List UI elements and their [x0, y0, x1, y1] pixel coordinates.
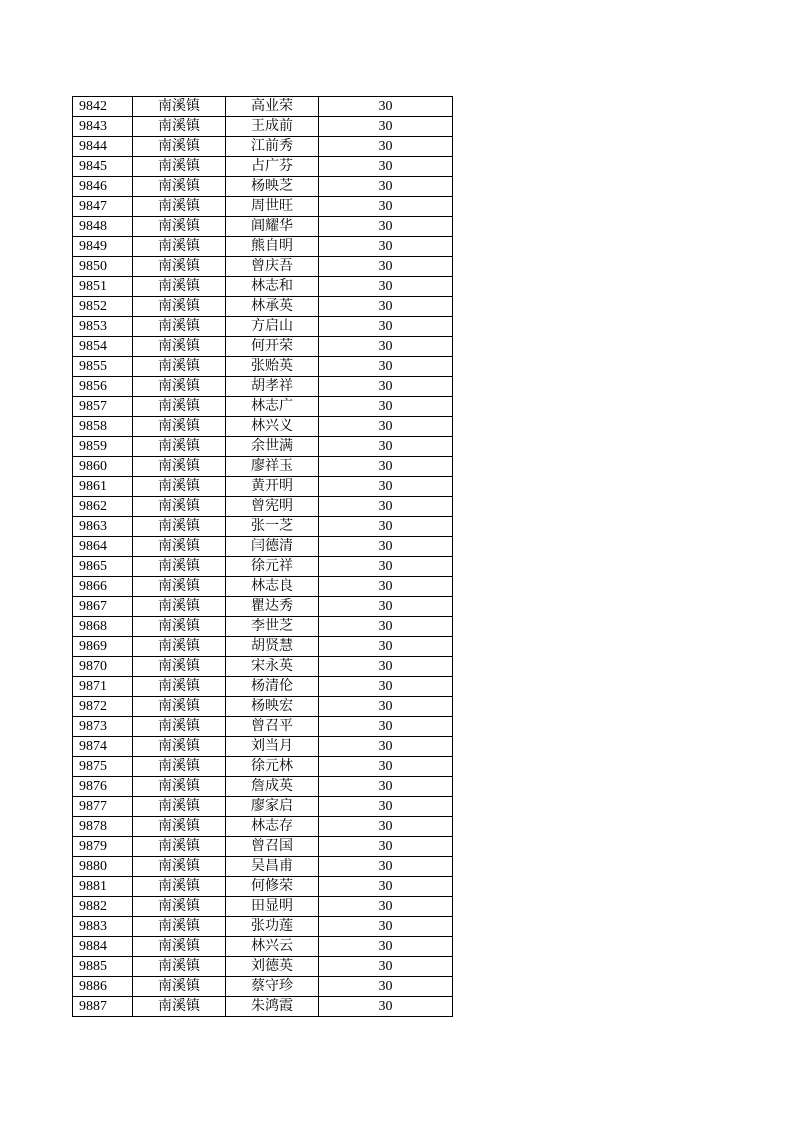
town-cell: 南溪镇 — [133, 137, 226, 157]
amount-cell: 30 — [319, 517, 453, 537]
table-row — [73, 97, 453, 117]
table-row — [73, 417, 453, 437]
table-row — [73, 817, 453, 837]
town-cell: 南溪镇 — [133, 657, 226, 677]
amount-cell: 30 — [319, 297, 453, 317]
table-row — [73, 697, 453, 717]
table-row — [73, 317, 453, 337]
table-row — [73, 117, 453, 137]
person-name-cell: 刘当月 — [226, 737, 319, 757]
table-row — [73, 517, 453, 537]
table-row — [73, 737, 453, 757]
record-number-cell: 9882 — [73, 897, 133, 917]
person-name-cell: 徐元祥 — [226, 557, 319, 577]
town-cell: 南溪镇 — [133, 937, 226, 957]
amount-cell: 30 — [319, 677, 453, 697]
record-number-cell: 9846 — [73, 177, 133, 197]
person-name-cell: 林兴义 — [226, 417, 319, 437]
amount-cell: 30 — [319, 757, 453, 777]
record-number-cell: 9861 — [73, 477, 133, 497]
record-number-cell: 9847 — [73, 197, 133, 217]
town-cell: 南溪镇 — [133, 677, 226, 697]
person-name-cell: 周世旺 — [226, 197, 319, 217]
person-name-cell: 何开荣 — [226, 337, 319, 357]
person-name-cell: 曾召平 — [226, 717, 319, 737]
table-row — [73, 537, 453, 557]
amount-cell: 30 — [319, 917, 453, 937]
records-table — [72, 96, 453, 1017]
person-name-cell: 徐元林 — [226, 757, 319, 777]
table-row — [73, 937, 453, 957]
town-cell: 南溪镇 — [133, 517, 226, 537]
town-cell: 南溪镇 — [133, 217, 226, 237]
table-row — [73, 777, 453, 797]
table-row — [73, 477, 453, 497]
person-name-cell: 林承英 — [226, 297, 319, 317]
town-cell: 南溪镇 — [133, 377, 226, 397]
table-row — [73, 357, 453, 377]
table-row — [73, 797, 453, 817]
person-name-cell: 林志良 — [226, 577, 319, 597]
amount-cell: 30 — [319, 217, 453, 237]
table-row — [73, 577, 453, 597]
town-cell: 南溪镇 — [133, 837, 226, 857]
amount-cell: 30 — [319, 777, 453, 797]
person-name-cell: 廖祥玉 — [226, 457, 319, 477]
person-name-cell: 黄开明 — [226, 477, 319, 497]
town-cell: 南溪镇 — [133, 397, 226, 417]
record-number-cell: 9869 — [73, 637, 133, 657]
person-name-cell: 胡孝祥 — [226, 377, 319, 397]
record-number-cell: 9871 — [73, 677, 133, 697]
record-number-cell: 9887 — [73, 997, 133, 1017]
amount-cell: 30 — [319, 797, 453, 817]
table-row — [73, 877, 453, 897]
table-row — [73, 377, 453, 397]
town-cell: 南溪镇 — [133, 117, 226, 137]
table-row — [73, 597, 453, 617]
record-number-cell: 9884 — [73, 937, 133, 957]
record-number-cell: 9843 — [73, 117, 133, 137]
table-row — [73, 957, 453, 977]
record-number-cell: 9873 — [73, 717, 133, 737]
amount-cell: 30 — [319, 557, 453, 577]
person-name-cell: 张一芝 — [226, 517, 319, 537]
town-cell: 南溪镇 — [133, 557, 226, 577]
town-cell: 南溪镇 — [133, 797, 226, 817]
amount-cell: 30 — [319, 937, 453, 957]
record-number-cell: 9877 — [73, 797, 133, 817]
amount-cell: 30 — [319, 957, 453, 977]
record-number-cell: 9865 — [73, 557, 133, 577]
table-row — [73, 917, 453, 937]
person-name-cell: 刘德英 — [226, 957, 319, 977]
record-number-cell: 9878 — [73, 817, 133, 837]
record-number-cell: 9860 — [73, 457, 133, 477]
table-row — [73, 297, 453, 317]
person-name-cell: 高业荣 — [226, 97, 319, 117]
town-cell: 南溪镇 — [133, 757, 226, 777]
town-cell: 南溪镇 — [133, 257, 226, 277]
amount-cell: 30 — [319, 397, 453, 417]
amount-cell: 30 — [319, 437, 453, 457]
record-number-cell: 9868 — [73, 617, 133, 637]
person-name-cell: 田显明 — [226, 897, 319, 917]
record-number-cell: 9875 — [73, 757, 133, 777]
table-row — [73, 277, 453, 297]
record-number-cell: 9857 — [73, 397, 133, 417]
person-name-cell: 廖家启 — [226, 797, 319, 817]
town-cell: 南溪镇 — [133, 857, 226, 877]
town-cell: 南溪镇 — [133, 637, 226, 657]
record-number-cell: 9863 — [73, 517, 133, 537]
person-name-cell: 胡贤慧 — [226, 637, 319, 657]
amount-cell: 30 — [319, 117, 453, 137]
town-cell: 南溪镇 — [133, 197, 226, 217]
record-number-cell: 9881 — [73, 877, 133, 897]
record-number-cell: 9874 — [73, 737, 133, 757]
person-name-cell: 詹成英 — [226, 777, 319, 797]
table-row — [73, 237, 453, 257]
amount-cell: 30 — [319, 577, 453, 597]
record-number-cell: 9880 — [73, 857, 133, 877]
amount-cell: 30 — [319, 197, 453, 217]
person-name-cell: 林志存 — [226, 817, 319, 837]
person-name-cell: 何修荣 — [226, 877, 319, 897]
amount-cell: 30 — [319, 137, 453, 157]
table-row — [73, 457, 453, 477]
person-name-cell: 方启山 — [226, 317, 319, 337]
table-row — [73, 897, 453, 917]
town-cell: 南溪镇 — [133, 777, 226, 797]
record-number-cell: 9886 — [73, 977, 133, 997]
person-name-cell: 曾宪明 — [226, 497, 319, 517]
amount-cell: 30 — [319, 537, 453, 557]
person-name-cell: 林志和 — [226, 277, 319, 297]
amount-cell: 30 — [319, 357, 453, 377]
person-name-cell: 林志广 — [226, 397, 319, 417]
amount-cell: 30 — [319, 317, 453, 337]
person-name-cell: 闫德清 — [226, 537, 319, 557]
table-row — [73, 857, 453, 877]
person-name-cell: 江前秀 — [226, 137, 319, 157]
table-row — [73, 677, 453, 697]
record-number-cell: 9845 — [73, 157, 133, 177]
person-name-cell: 朱鸿霞 — [226, 997, 319, 1017]
town-cell: 南溪镇 — [133, 357, 226, 377]
table-row — [73, 397, 453, 417]
person-name-cell: 宋永英 — [226, 657, 319, 677]
table-row — [73, 997, 453, 1017]
amount-cell: 30 — [319, 157, 453, 177]
town-cell: 南溪镇 — [133, 157, 226, 177]
town-cell: 南溪镇 — [133, 237, 226, 257]
amount-cell: 30 — [319, 717, 453, 737]
amount-cell: 30 — [319, 837, 453, 857]
record-number-cell: 9853 — [73, 317, 133, 337]
person-name-cell: 熊自明 — [226, 237, 319, 257]
amount-cell: 30 — [319, 877, 453, 897]
person-name-cell: 杨清伦 — [226, 677, 319, 697]
record-number-cell: 9842 — [73, 97, 133, 117]
record-number-cell: 9858 — [73, 417, 133, 437]
amount-cell: 30 — [319, 257, 453, 277]
record-number-cell: 9866 — [73, 577, 133, 597]
person-name-cell: 王成前 — [226, 117, 319, 137]
person-name-cell: 阊耀华 — [226, 217, 319, 237]
table-row — [73, 497, 453, 517]
person-name-cell: 占广芬 — [226, 157, 319, 177]
amount-cell: 30 — [319, 377, 453, 397]
person-name-cell: 余世满 — [226, 437, 319, 457]
record-number-cell: 9849 — [73, 237, 133, 257]
town-cell: 南溪镇 — [133, 337, 226, 357]
record-number-cell: 9852 — [73, 297, 133, 317]
record-number-cell: 9879 — [73, 837, 133, 857]
person-name-cell: 杨映芝 — [226, 177, 319, 197]
person-name-cell: 瞿达秀 — [226, 597, 319, 617]
table-row — [73, 757, 453, 777]
person-name-cell: 李世芝 — [226, 617, 319, 637]
record-number-cell: 9872 — [73, 697, 133, 717]
town-cell: 南溪镇 — [133, 817, 226, 837]
table-row — [73, 557, 453, 577]
town-cell: 南溪镇 — [133, 457, 226, 477]
table-row — [73, 337, 453, 357]
town-cell: 南溪镇 — [133, 537, 226, 557]
town-cell: 南溪镇 — [133, 437, 226, 457]
amount-cell: 30 — [319, 277, 453, 297]
amount-cell: 30 — [319, 497, 453, 517]
record-number-cell: 9870 — [73, 657, 133, 677]
amount-cell: 30 — [319, 97, 453, 117]
town-cell: 南溪镇 — [133, 597, 226, 617]
town-cell: 南溪镇 — [133, 997, 226, 1017]
amount-cell: 30 — [319, 597, 453, 617]
person-name-cell: 林兴云 — [226, 937, 319, 957]
town-cell: 南溪镇 — [133, 497, 226, 517]
person-name-cell: 张贻英 — [226, 357, 319, 377]
table-row — [73, 977, 453, 997]
amount-cell: 30 — [319, 857, 453, 877]
amount-cell: 30 — [319, 897, 453, 917]
record-number-cell: 9862 — [73, 497, 133, 517]
amount-cell: 30 — [319, 977, 453, 997]
town-cell: 南溪镇 — [133, 297, 226, 317]
town-cell: 南溪镇 — [133, 277, 226, 297]
town-cell: 南溪镇 — [133, 417, 226, 437]
table-row — [73, 197, 453, 217]
town-cell: 南溪镇 — [133, 477, 226, 497]
person-name-cell: 杨映宏 — [226, 697, 319, 717]
amount-cell: 30 — [319, 417, 453, 437]
table-row — [73, 617, 453, 637]
town-cell: 南溪镇 — [133, 177, 226, 197]
town-cell: 南溪镇 — [133, 917, 226, 937]
town-cell: 南溪镇 — [133, 697, 226, 717]
table-row — [73, 657, 453, 677]
person-name-cell: 张功莲 — [226, 917, 319, 937]
record-number-cell: 9876 — [73, 777, 133, 797]
table-row — [73, 637, 453, 657]
record-number-cell: 9850 — [73, 257, 133, 277]
amount-cell: 30 — [319, 737, 453, 757]
amount-cell: 30 — [319, 477, 453, 497]
person-name-cell: 吴昌甫 — [226, 857, 319, 877]
amount-cell: 30 — [319, 177, 453, 197]
amount-cell: 30 — [319, 237, 453, 257]
town-cell: 南溪镇 — [133, 957, 226, 977]
amount-cell: 30 — [319, 617, 453, 637]
town-cell: 南溪镇 — [133, 717, 226, 737]
amount-cell: 30 — [319, 997, 453, 1017]
amount-cell: 30 — [319, 337, 453, 357]
table-row — [73, 837, 453, 857]
table-row — [73, 217, 453, 237]
person-name-cell: 曾庆吾 — [226, 257, 319, 277]
amount-cell: 30 — [319, 457, 453, 477]
table-row — [73, 177, 453, 197]
table-row — [73, 157, 453, 177]
amount-cell: 30 — [319, 697, 453, 717]
amount-cell: 30 — [319, 637, 453, 657]
record-number-cell: 9844 — [73, 137, 133, 157]
table-row — [73, 257, 453, 277]
town-cell: 南溪镇 — [133, 977, 226, 997]
town-cell: 南溪镇 — [133, 737, 226, 757]
town-cell: 南溪镇 — [133, 97, 226, 117]
table-row — [73, 437, 453, 457]
record-number-cell: 9854 — [73, 337, 133, 357]
record-number-cell: 9851 — [73, 277, 133, 297]
amount-cell: 30 — [319, 657, 453, 677]
town-cell: 南溪镇 — [133, 897, 226, 917]
table-row — [73, 717, 453, 737]
record-number-cell: 9867 — [73, 597, 133, 617]
table-row — [73, 137, 453, 157]
person-name-cell: 蔡守珍 — [226, 977, 319, 997]
town-cell: 南溪镇 — [133, 877, 226, 897]
record-number-cell: 9883 — [73, 917, 133, 937]
record-number-cell: 9864 — [73, 537, 133, 557]
town-cell: 南溪镇 — [133, 577, 226, 597]
record-number-cell: 9885 — [73, 957, 133, 977]
town-cell: 南溪镇 — [133, 617, 226, 637]
amount-cell: 30 — [319, 817, 453, 837]
records-table-body — [73, 97, 453, 1017]
town-cell: 南溪镇 — [133, 317, 226, 337]
record-number-cell: 9856 — [73, 377, 133, 397]
person-name-cell: 曾召国 — [226, 837, 319, 857]
record-number-cell: 9859 — [73, 437, 133, 457]
record-number-cell: 9855 — [73, 357, 133, 377]
record-number-cell: 9848 — [73, 217, 133, 237]
